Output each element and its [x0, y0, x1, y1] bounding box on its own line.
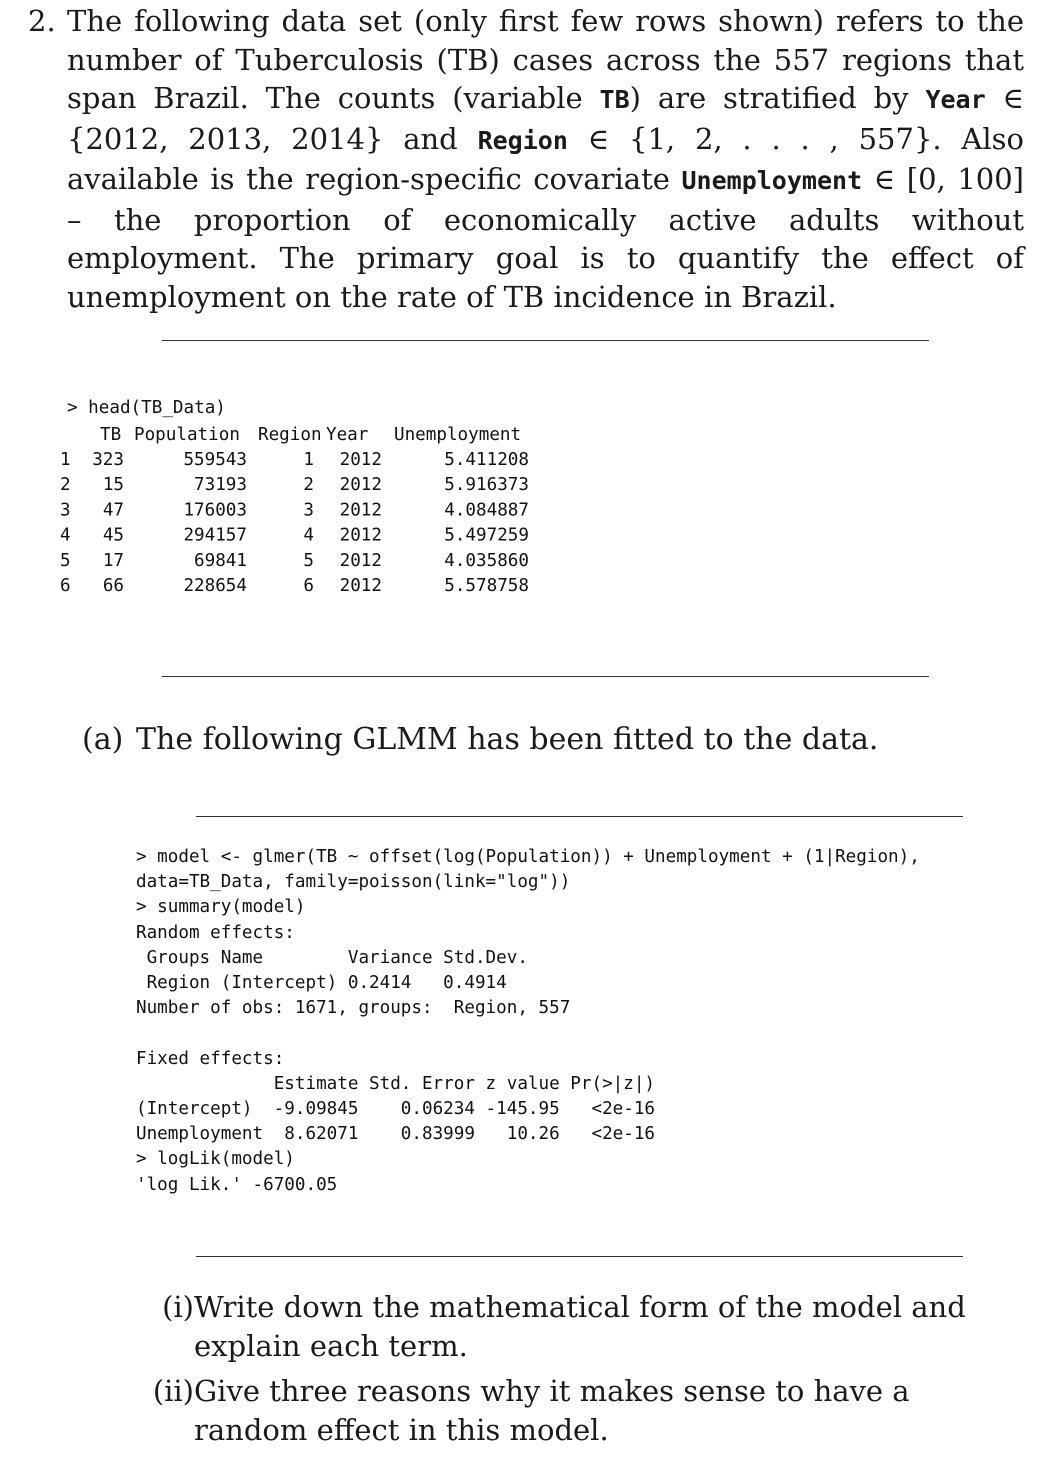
observations-line: Number of obs: 1671, groups: Region, 557 [136, 998, 571, 1019]
cell-region: 5 [303, 550, 314, 571]
divider-model-bottom [196, 1256, 963, 1257]
cell-year: 2012 [339, 550, 382, 571]
model-output [136, 845, 920, 1198]
cell-population: 176003 [183, 500, 247, 521]
variable-unemployment: Unemployment [681, 166, 863, 195]
random-effects-columns: Groups Name Variance Std.Dev. [136, 947, 528, 968]
subpart-i [138, 1288, 1028, 1366]
cell-unemployment: 4.035860 [444, 550, 529, 571]
fixed-effects-unemployment-row: Unemployment 8.62071 0.83999 10.26 <2e-16 [136, 1124, 656, 1145]
row-index: 6 [60, 576, 71, 596]
cell-region: 4 [303, 525, 314, 546]
cell-region: 1 [303, 450, 314, 470]
cell-tb: 47 [102, 500, 124, 521]
col-header-population: Population [134, 425, 240, 445]
fixed-effects-header: Fixed effects: [136, 1048, 285, 1069]
part-a-label: (a) [82, 722, 124, 757]
model-command-line-2: data=TB_Data, family=poisson(link="log")) [136, 872, 571, 893]
cell-tb: 66 [102, 576, 124, 596]
cell-population: 294157 [183, 525, 247, 546]
intro-text-1: The following data set (only first few rows shown) refers to the number of Tuberculosis (TB) cases across the 557 regions that span Brazil. The counts (variable [67, 4, 1024, 115]
cell-region: 6 [303, 576, 314, 596]
divider-top-1 [162, 340, 929, 341]
data-table [60, 420, 560, 600]
subpart-ii-text: Give three reasons why it makes sense to have a random effect in this model. [194, 1374, 910, 1447]
part-a-text: The following GLMM has been fitted to the data. [136, 722, 879, 757]
divider-model-top [196, 816, 963, 817]
model-command-line-1: > model <- glmer(TB ~ offset(log(Population)) + Unemployment + (1|Region), [136, 847, 920, 867]
divider-top-2 [162, 676, 929, 677]
cell-year: 2012 [339, 576, 382, 596]
cell-population: 559543 [183, 450, 247, 470]
col-header-year: Year [326, 425, 369, 445]
cell-population: 228654 [183, 576, 247, 596]
part-a [82, 720, 878, 760]
cell-year: 2012 [339, 525, 382, 546]
intro-text-3: ∈ {2012, 2013, 2014} and [67, 81, 1025, 156]
row-index: 5 [60, 550, 71, 571]
subpart-i-text: Write down the mathematical form of the model and explain each term. [194, 1290, 966, 1363]
loglik-command: > logLik(model) [136, 1149, 295, 1170]
cell-region: 3 [303, 500, 314, 521]
data-output-command: > head(TB_Data) [67, 398, 226, 418]
col-header-region: Region [258, 425, 322, 445]
cell-population: 73193 [194, 475, 247, 496]
col-header-unemployment: Unemployment [394, 425, 522, 445]
cell-population: 69841 [194, 550, 247, 571]
fixed-effects-intercept-row: (Intercept) -9.09845 0.06234 -145.95 <2e-16 [136, 1099, 656, 1120]
cell-region: 2 [303, 475, 314, 496]
col-header-tb: TB [100, 425, 122, 445]
loglik-value: 'log Lik.' -6700.05 [136, 1174, 338, 1195]
random-effects-header: Random effects: [136, 922, 295, 943]
cell-year: 2012 [339, 450, 382, 470]
cell-unemployment: 4.084887 [444, 500, 529, 521]
cell-tb: 323 [92, 450, 124, 470]
row-index: 2 [60, 475, 71, 496]
intro-text-5: ∈ [0, 100] – the proportion of economically active adults without employment. The primary goal is to quantify the effect of unemployment on the rate of TB incidence in Brazil. [67, 162, 1024, 314]
row-index: 1 [60, 450, 71, 470]
subpart-i-label: (i) [162, 1290, 194, 1324]
question-number: 2. [28, 4, 56, 38]
cell-unemployment: 5.411208 [444, 450, 529, 470]
cell-tb: 15 [102, 475, 124, 496]
cell-unemployment: 5.578758 [444, 576, 529, 596]
variable-region: Region [477, 125, 568, 155]
summary-command: > summary(model) [136, 897, 306, 918]
fixed-effects-columns: Estimate Std. Error z value Pr(>|z|) [136, 1073, 656, 1094]
question-intro [28, 2, 1024, 316]
subpart-ii-label: (ii) [152, 1374, 194, 1408]
cell-tb: 17 [102, 550, 124, 571]
cell-year: 2012 [339, 475, 382, 496]
subpart-ii [138, 1372, 1028, 1450]
question-text [67, 2, 1024, 316]
row-index: 3 [60, 500, 71, 521]
intro-text-4: ∈ {1, 2, . . . , 557}. Also available is the region-specific covariate [67, 121, 1024, 196]
cell-tb: 45 [102, 525, 124, 546]
variable-year: Year [925, 85, 986, 114]
cell-unemployment: 5.497259 [444, 525, 529, 546]
intro-text-2: ) are stratified by [629, 81, 926, 115]
random-effects-row: Region (Intercept) 0.2414 0.4914 [136, 973, 507, 994]
variable-tb: TB [599, 85, 630, 114]
cell-year: 2012 [339, 500, 382, 521]
row-index: 4 [60, 525, 71, 546]
cell-unemployment: 5.916373 [444, 475, 529, 496]
